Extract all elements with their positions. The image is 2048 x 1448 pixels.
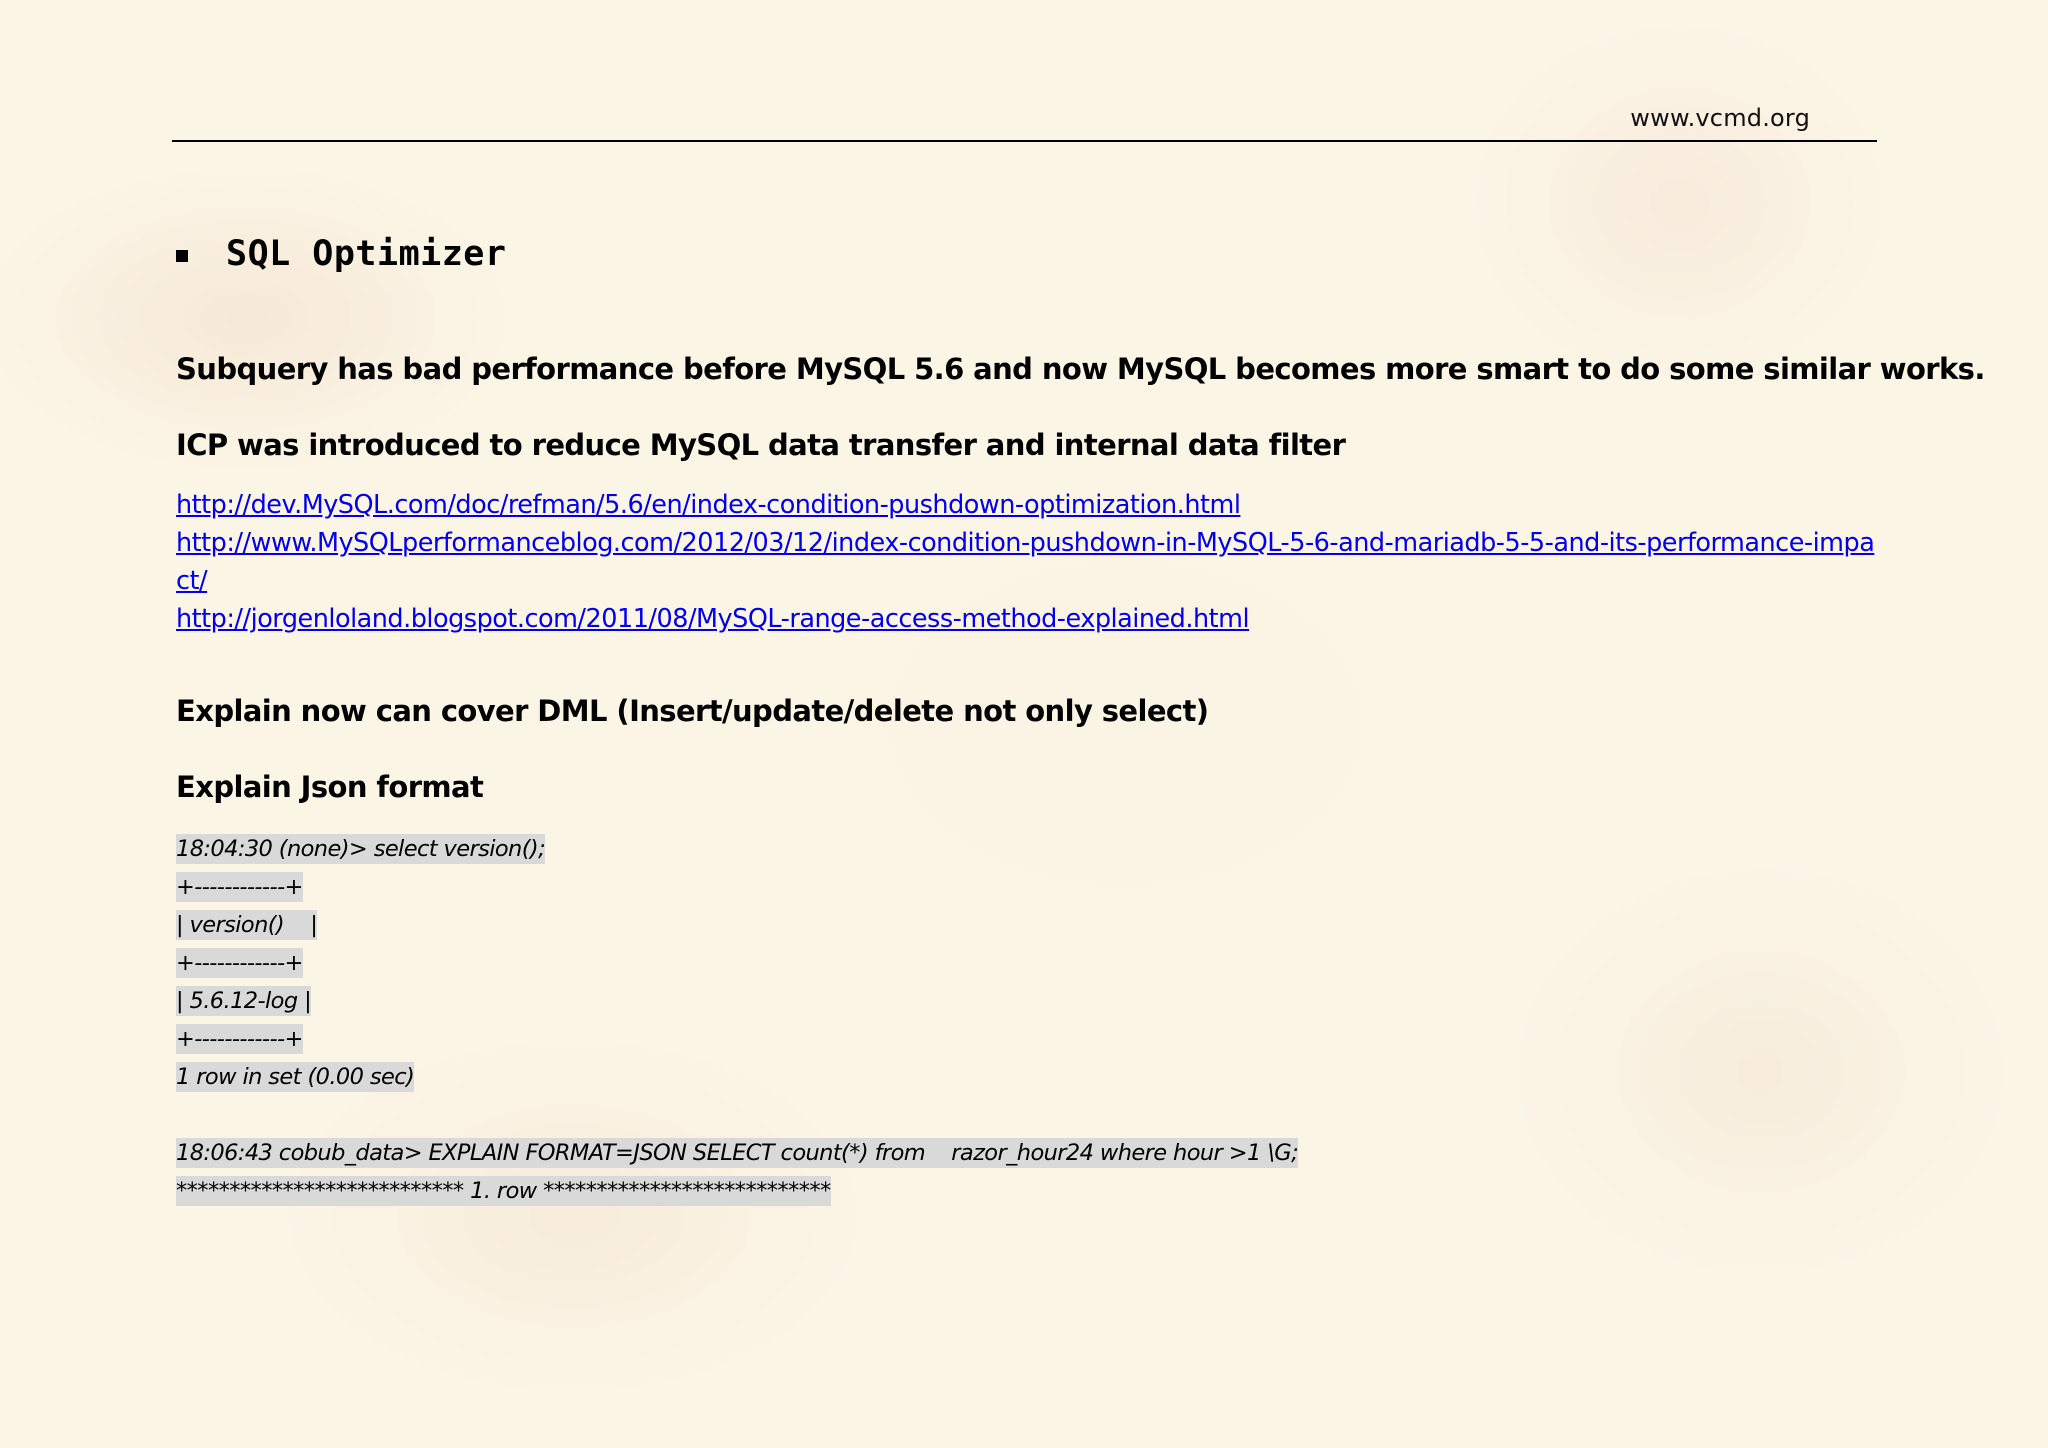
code-line: | 5.6.12-log | — [176, 988, 312, 1014]
code-line: 1 row in set (0.00 sec) — [176, 1064, 415, 1090]
header-divider — [172, 140, 1877, 142]
paragraph-icp: ICP was introduced to reduce MySQL data transfer and internal data filter — [176, 428, 1346, 462]
code-block — [176, 830, 1298, 1210]
paragraph-explain-dml: Explain now can cover DML (Insert/update/delete not only select) — [176, 694, 1209, 728]
code-line: +------------+ — [176, 950, 303, 976]
code-line: 18:04:30 (none)> select version(); — [176, 836, 546, 862]
paragraph-explain-json: Explain Json format — [176, 770, 484, 804]
link-dev-mysql[interactable]: http://dev.MySQL.com/doc/refman/5.6/en/index-condition-pushdown-optimization.html — [176, 490, 1241, 520]
square-bullet-icon — [176, 250, 188, 262]
code-line: +------------+ — [176, 1026, 303, 1052]
code-line: | version() | — [176, 912, 318, 938]
link-mysqlperformanceblog[interactable]: http://www.MySQLperformanceblog.com/2012/03/12/index-condition-pushdown-in-MySQL-5-6-and-mariadb-5-5-and-its-performance-impact/ — [176, 528, 1875, 596]
code-line: *************************** 1. row *************************** — [176, 1178, 831, 1204]
reference-links — [176, 486, 1876, 638]
code-line: 18:06:43 cobub_data> EXPLAIN FORMAT=JSON SELECT count(*) from razor_hour24 where hour >1 \G; — [176, 1140, 1299, 1166]
paragraph-subquery: Subquery has bad performance before MySQL 5.6 and now MySQL becomes more smart to do some similar works. — [176, 352, 1985, 386]
section-heading — [176, 234, 506, 274]
code-line-blank — [176, 1096, 1298, 1134]
section-title: SQL Optimizer — [226, 234, 507, 274]
code-line: +------------+ — [176, 874, 303, 900]
link-jorgenloland[interactable]: http://jorgenloland.blogspot.com/2011/08/MySQL-range-access-method-explained.html — [176, 604, 1250, 634]
site-url: www.vcmd.org — [1630, 104, 1810, 132]
